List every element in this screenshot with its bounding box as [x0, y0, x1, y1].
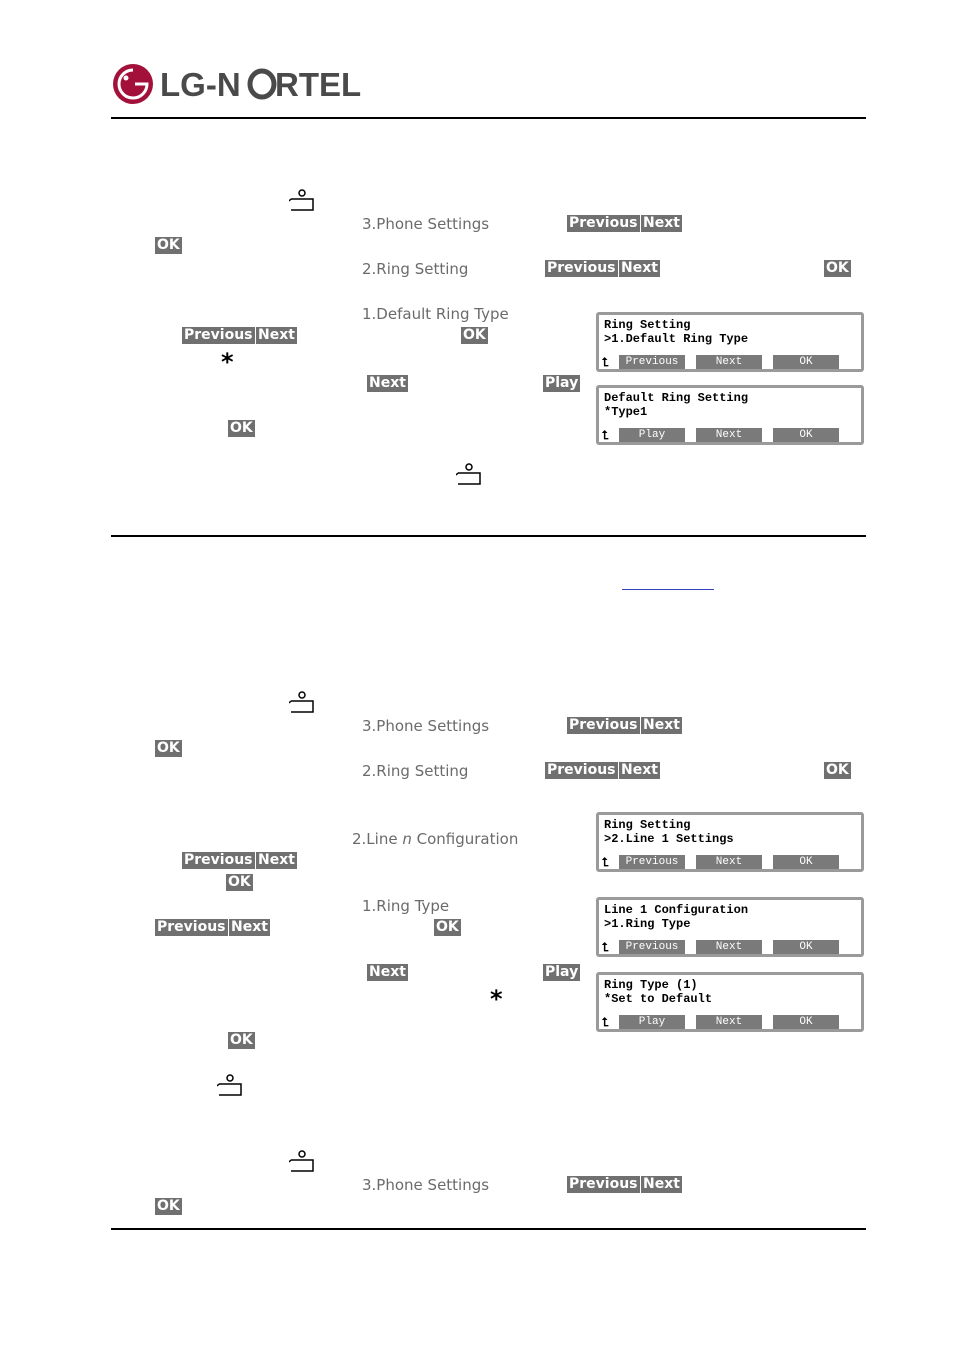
next-softkey: Next [643, 1176, 680, 1192]
ok-softkey: OK [228, 874, 251, 890]
lg-nortel-logo [112, 61, 362, 107]
ok-softkey: OK [230, 420, 253, 436]
lcd-softkey-ok: OK [773, 355, 839, 369]
lcd-line-2: >1.Default Ring Type [604, 332, 749, 346]
lcd-softkey-ok: OK [773, 855, 839, 869]
lcd-line-1: Ring Setting [604, 818, 691, 832]
previous-softkey: Previous [157, 919, 226, 935]
lcd-softkey-next: Next [696, 855, 762, 869]
previous-softkey: Previous [547, 260, 616, 276]
next-softkey: Next [643, 215, 680, 231]
lcd-softkey-next: Next [696, 1015, 762, 1029]
menu-key-icon [456, 462, 482, 486]
menu-key-icon [289, 1149, 315, 1173]
lcd-softkey-play: Play [619, 1015, 685, 1029]
lcd-screen [596, 972, 864, 1032]
ok-softkey: OK [157, 740, 180, 756]
menu-ring-type: 1.Ring Type [362, 897, 450, 915]
up-arrow-icon: ⮤ [602, 940, 610, 954]
lcd-line-2: *Set to Default [604, 992, 713, 1006]
menu-key-icon [289, 690, 315, 714]
lcd-softkey-ok: OK [773, 1015, 839, 1029]
previous-softkey: Previous [569, 215, 638, 231]
lcd-line-2: >2.Line 1 Settings [604, 832, 734, 846]
hyperlink-underline[interactable] [622, 589, 714, 590]
star-key-symbol: * [490, 985, 503, 1013]
ok-softkey: OK [436, 919, 459, 935]
lcd-line-1: Line 1 Configuration [604, 903, 749, 917]
menu-phone-settings: 3.Phone Settings [362, 1176, 490, 1194]
lcd-softkey-next: Next [696, 355, 762, 369]
lcd-line-1: Ring Type (1) [604, 978, 698, 992]
menu-line-configuration: 2.Line n Configuration [352, 830, 519, 848]
up-arrow-icon: ⮤ [602, 1015, 610, 1029]
previous-softkey: Previous [569, 1176, 638, 1192]
next-softkey: Next [258, 327, 295, 343]
svg-text:LG-N: LG-N [160, 66, 241, 103]
previous-softkey: Previous [184, 327, 253, 343]
ok-softkey: OK [157, 237, 180, 253]
up-arrow-icon: ⮤ [602, 428, 610, 442]
menu-ring-setting: 2.Ring Setting [362, 762, 469, 780]
play-softkey: Play [545, 375, 579, 391]
menu-phone-settings: 3.Phone Settings [362, 215, 490, 233]
lcd-line-1: Default Ring Setting [604, 391, 749, 405]
next-softkey: Next [258, 852, 295, 868]
lcd-softkey-next: Next [696, 428, 762, 442]
menu-key-icon [289, 188, 315, 212]
lcd-softkey-previous: Previous [619, 855, 685, 869]
ok-softkey: OK [826, 762, 849, 778]
previous-softkey: Previous [184, 852, 253, 868]
footer-divider [111, 1228, 866, 1230]
menu-default-ring-type: 1.Default Ring Type [362, 305, 509, 323]
svg-text:RTEL: RTEL [275, 66, 362, 103]
next-softkey: Next [369, 375, 406, 391]
menu-ring-setting: 2.Ring Setting [362, 260, 469, 278]
next-softkey: Next [369, 964, 406, 980]
lcd-line-1: Ring Setting [604, 318, 691, 332]
next-softkey: Next [621, 260, 658, 276]
lcd-softkey-play: Play [619, 428, 685, 442]
menu-key-icon [217, 1073, 243, 1097]
menu-phone-settings: 3.Phone Settings [362, 717, 490, 735]
ok-softkey: OK [230, 1032, 253, 1048]
previous-softkey: Previous [547, 762, 616, 778]
next-softkey: Next [621, 762, 658, 778]
section-divider [111, 535, 866, 537]
previous-softkey: Previous [569, 717, 638, 733]
lcd-line-2: >1.Ring Type [604, 917, 691, 931]
lcd-softkey-next: Next [696, 940, 762, 954]
lcd-screen [596, 897, 864, 957]
play-softkey: Play [545, 964, 579, 980]
ok-softkey: OK [463, 327, 486, 343]
next-softkey: Next [231, 919, 268, 935]
lcd-screen [596, 312, 864, 372]
ok-softkey: OK [826, 260, 849, 276]
star-key-symbol: * [221, 348, 234, 376]
up-arrow-icon: ⮤ [602, 855, 610, 869]
lcd-screen [596, 812, 864, 872]
ok-softkey: OK [157, 1198, 180, 1214]
lcd-screen [596, 385, 864, 445]
next-softkey: Next [643, 717, 680, 733]
lcd-softkey-ok: OK [773, 428, 839, 442]
lcd-softkey-previous: Previous [619, 940, 685, 954]
up-arrow-icon: ⮤ [602, 355, 610, 369]
header-divider [111, 117, 866, 119]
lcd-softkey-previous: Previous [619, 355, 685, 369]
lcd-line-2: *Type1 [604, 405, 648, 419]
lcd-softkey-ok: OK [773, 940, 839, 954]
